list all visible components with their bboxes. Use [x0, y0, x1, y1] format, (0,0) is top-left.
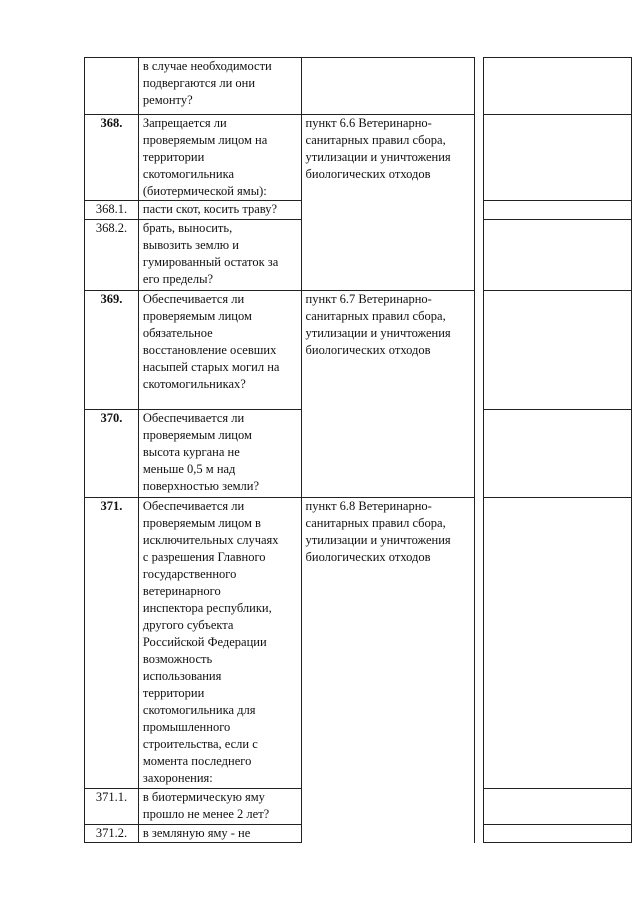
- question-text: в земляную яму - не: [138, 825, 301, 843]
- table-row: [85, 201, 632, 220]
- table-row: [85, 58, 632, 115]
- answer-cell: [483, 410, 631, 498]
- question-text: брать, выносить, вывозить землю и гумированный остаток за его пределы?: [138, 220, 301, 291]
- table-row: [85, 291, 632, 410]
- answer-cell: [483, 58, 631, 115]
- question-text: Обеспечивается ли проверяемым лицом в исключительных случаях с разрешения Главного государственного ветеринарного инспектора республики, другого субъекта Российской Федерации возможность использования территории скотомогильника для промышленного строительства, если с момента последнего захоронения:: [138, 498, 301, 789]
- item-number: 368.2.: [85, 220, 139, 291]
- question-text: Обеспечивается ли проверяемым лицом высота кургана не меньше 0,5 м над поверхностью земли?: [138, 410, 301, 498]
- legal-reference-cell: [301, 201, 474, 220]
- legal-reference-cell: [301, 789, 474, 825]
- answer-cell: [483, 201, 631, 220]
- item-number: 370.: [85, 410, 139, 498]
- checklist-table: [84, 57, 632, 843]
- table-row: [85, 410, 632, 498]
- answer-cell: [483, 825, 631, 843]
- answer-cell: [483, 220, 631, 291]
- legal-reference-cell: [301, 498, 474, 789]
- column-gap: [474, 291, 483, 410]
- column-gap: [474, 410, 483, 498]
- column-gap: [474, 201, 483, 220]
- item-number: 368.1.: [85, 201, 139, 220]
- answer-cell: [483, 789, 631, 825]
- question-text: пасти скот, косить траву?: [138, 201, 301, 220]
- item-number: 371.1.: [85, 789, 139, 825]
- column-gap: [474, 498, 483, 789]
- legal-reference: пункт 6.7 Ветеринарно- санитарных правил сбора, утилизации и уничтожения биологических отходов: [305, 292, 451, 357]
- table-row: [85, 220, 632, 291]
- legal-reference-cell: [301, 115, 474, 201]
- table-row: [85, 498, 632, 789]
- question-text: Запрещается ли проверяемым лицом на территории скотомогильника (биотермической ямы):: [138, 115, 301, 201]
- legal-reference-cell: [301, 220, 474, 291]
- column-gap: [474, 789, 483, 825]
- answer-cell: [483, 498, 631, 789]
- question-text: Обеспечивается ли проверяемым лицом обязательное восстановление осевших насыпей старых могил на скотомогильниках?: [138, 291, 301, 410]
- legal-reference-cell: [301, 825, 474, 843]
- table-row: [85, 825, 632, 843]
- column-gap: [474, 825, 483, 843]
- column-gap: [474, 115, 483, 201]
- item-number: 371.: [85, 498, 139, 789]
- legal-reference: пункт 6.6 Ветеринарно- санитарных правил сбора, утилизации и уничтожения биологических отходов: [305, 116, 451, 181]
- column-gap: [474, 220, 483, 291]
- item-number: 368.: [85, 115, 139, 201]
- table-row: [85, 115, 632, 201]
- item-number: [85, 58, 139, 115]
- answer-cell: [483, 115, 631, 201]
- legal-reference-cell: [301, 410, 474, 498]
- item-number: 371.2.: [85, 825, 139, 843]
- legal-reference: пункт 6.8 Ветеринарно- санитарных правил сбора, утилизации и уничтожения биологических отходов: [305, 499, 451, 564]
- legal-reference-cell: [301, 58, 474, 115]
- column-gap: [474, 58, 483, 115]
- item-number: 369.: [85, 291, 139, 410]
- table-row: [85, 789, 632, 825]
- legal-reference-cell: [301, 291, 474, 410]
- answer-cell: [483, 291, 631, 410]
- question-text: в биотермическую яму прошло не менее 2 лет?: [138, 789, 301, 825]
- question-text: в случае необходимости подвергаются ли они ремонту?: [138, 58, 301, 115]
